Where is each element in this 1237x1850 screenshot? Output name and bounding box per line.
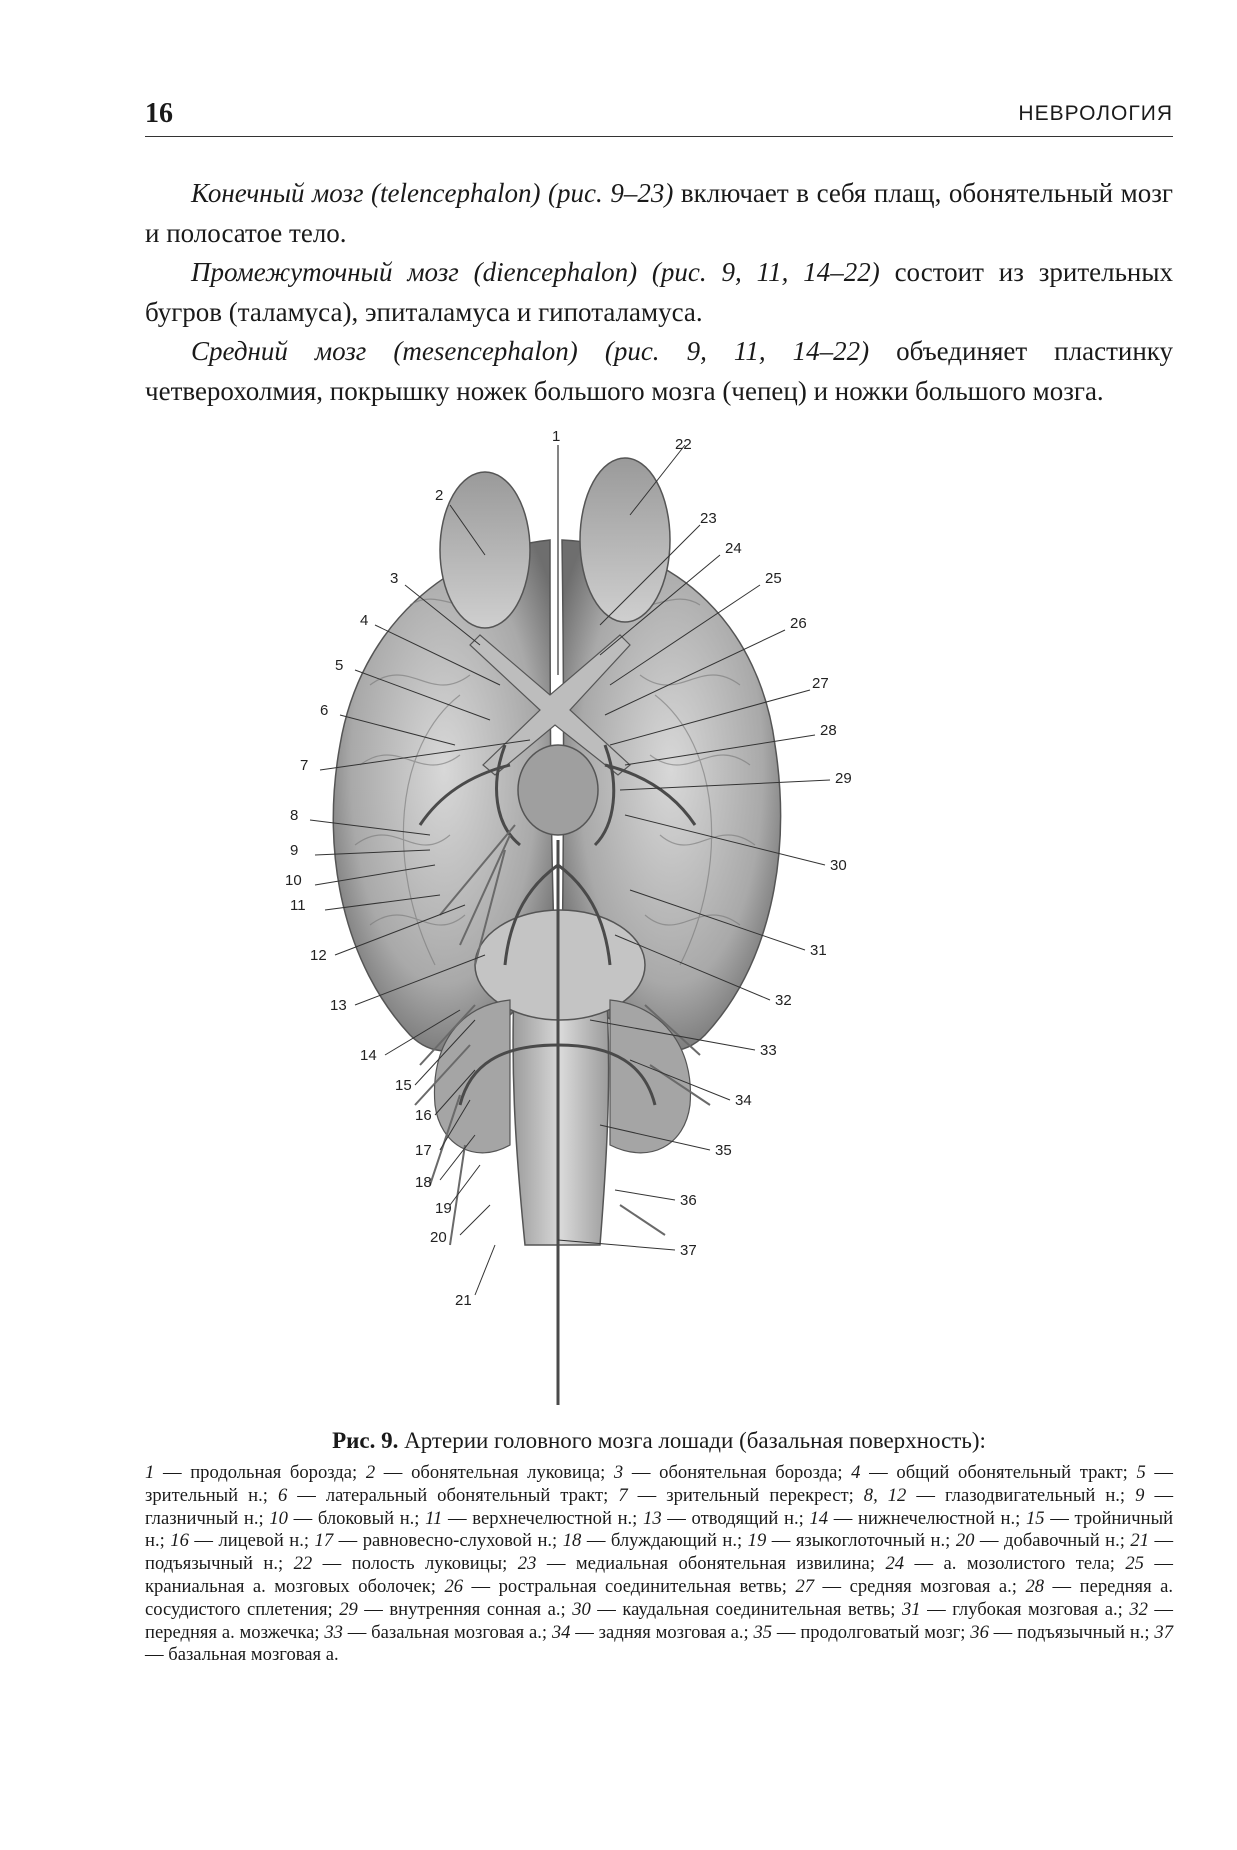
legend-text: краниальная а. мозговых оболочек;: [145, 1575, 436, 1597]
legend-text: равновесно-слуховой н.;: [362, 1530, 558, 1552]
legend-number: 5: [1136, 1462, 1146, 1483]
legend-item: 9 — глазничный н.;: [145, 1484, 1174, 1529]
text-diencephalon: состоит из зрительных бугров (таламуса), эпиталамуса и гипоталамуса.: [145, 257, 1173, 327]
legend-number: 9: [1135, 1484, 1145, 1506]
callout-32: 32: [775, 992, 792, 1009]
callout-37: 37: [680, 1242, 697, 1259]
legend-number: 4: [851, 1462, 861, 1483]
legend-number: 29: [339, 1598, 358, 1620]
ref-telencephalon: (рис. 9–23): [548, 178, 674, 208]
legend-number: 19: [747, 1530, 767, 1552]
legend-item: 21 — подъязычный н.;: [145, 1530, 1174, 1575]
legend-item: 23 — медиальная обонятельная извилина;: [517, 1553, 875, 1575]
legend-text: блуждающий н.;: [610, 1530, 743, 1552]
callout-26: 26: [790, 615, 807, 632]
callout-9: 9: [290, 842, 299, 859]
legend-number: 20: [955, 1530, 975, 1552]
callout-5: 5: [335, 657, 344, 674]
legend-item: 22 — полость луковицы;: [293, 1553, 508, 1575]
callout-27: 27: [812, 675, 829, 692]
legend-text: передняя а. сосудистого сплетения;: [145, 1575, 1174, 1620]
legend-text: средняя мозговая а.;: [849, 1575, 1017, 1597]
legend-item: 24 — а. мозолистого тела;: [885, 1553, 1115, 1575]
hypophysis: [518, 745, 598, 835]
legend-item: 25 — краниальная а. мозговых оболочек;: [145, 1553, 1173, 1597]
callout-28: 28: [820, 722, 837, 739]
legend-number: 1: [145, 1462, 155, 1483]
callout-16: 16: [415, 1107, 432, 1124]
legend-number: 3: [613, 1462, 624, 1483]
legend-item: 5 — зрительный н.;: [145, 1462, 1173, 1506]
legend-item: 36 — подъязычный н.;: [970, 1621, 1150, 1643]
callout-1: 1: [552, 428, 561, 445]
legend-number: 23: [517, 1553, 537, 1575]
legend-item: 32 — передняя а. мозжечка;: [145, 1598, 1174, 1643]
legend-number: 33: [324, 1621, 343, 1643]
legend-number: 15: [1025, 1507, 1045, 1529]
callout-7: 7: [300, 757, 309, 774]
legend-text: языкоглоточный н.;: [795, 1530, 951, 1552]
legend-text: а. мозолистого тела;: [943, 1553, 1115, 1575]
legend-number: 16: [170, 1530, 189, 1552]
legend-text: медиальная обонятельная извилина;: [575, 1553, 875, 1575]
legend-number: 10: [269, 1507, 288, 1529]
legend-text: подъязычный н.;: [1017, 1621, 1150, 1643]
legend-number: 30: [572, 1598, 591, 1620]
legend-item: 27 — средняя мозговая а.;: [795, 1575, 1017, 1597]
legend-number: 37: [1154, 1621, 1173, 1643]
legend-number: 27: [795, 1575, 815, 1597]
callout-30: 30: [830, 857, 847, 874]
paragraph-diencephalon: [145, 253, 1173, 332]
legend-item: 31 — глубокая мозговая а.;: [901, 1598, 1123, 1620]
legend-text: обонятельная луковица;: [411, 1462, 606, 1483]
callout-22: 22: [675, 436, 692, 453]
legend-item: 19 — языкоглоточный н.;: [747, 1530, 951, 1552]
legend-text: подъязычный н.;: [145, 1553, 284, 1575]
callout-21: 21: [455, 1292, 472, 1309]
legend-item: 37 — базальная мозговая а.: [145, 1621, 1173, 1666]
callout-6: 6: [320, 702, 329, 719]
legend-item: 26 — ростральная соединительная ветвь;: [444, 1575, 787, 1597]
legend-text: верхнечелюстной н.;: [472, 1507, 638, 1529]
legend-item: 20 — добавочный н.;: [955, 1530, 1125, 1552]
legend-item: 6 — латеральный обонятельный тракт;: [277, 1484, 609, 1506]
legend-item: 30 — каудальная соединительная ветвь;: [572, 1598, 896, 1620]
legend-number: 6: [277, 1484, 288, 1506]
callout-15: 15: [395, 1077, 412, 1094]
legend-number: 36: [970, 1621, 989, 1643]
legend-item: 14 — нижнечелюстной н.;: [809, 1507, 1021, 1529]
figure-caption: [145, 1428, 1173, 1454]
legend-number: 18: [562, 1530, 582, 1552]
callout-36: 36: [680, 1192, 697, 1209]
legend-item: 3 — обонятельная борозда;: [613, 1462, 843, 1483]
legend-text: задняя мозговая а.;: [598, 1621, 749, 1643]
callout-13: 13: [330, 997, 347, 1014]
legend-number: 24: [885, 1553, 905, 1575]
callout-33: 33: [760, 1042, 777, 1059]
legend-number: 28: [1025, 1575, 1045, 1597]
callout-34: 34: [735, 1092, 752, 1109]
legend-text: общий обонятельный тракт;: [896, 1462, 1128, 1483]
body-text: [145, 174, 1173, 411]
callout-25: 25: [765, 570, 782, 587]
legend-item: 34 — задняя мозговая а.;: [551, 1621, 749, 1643]
legend-text: базальная мозговая а.: [168, 1644, 339, 1666]
term-mesencephalon: Средний мозг (mesencephalon): [191, 336, 578, 366]
callout-29: 29: [835, 770, 852, 787]
legend-number: 14: [809, 1507, 829, 1529]
right-olfactory-bulb: [580, 458, 670, 622]
legend-item: 28 — передняя а. сосудистого сплетения;: [145, 1575, 1174, 1620]
legend-item: 7 — зрительный перекрест;: [618, 1484, 854, 1506]
callout-19: 19: [435, 1200, 452, 1217]
callout-10: 10: [285, 872, 302, 889]
text-mesencephalon: объединяет пластинку четверохолмия, покрышку ножек большого мозга (чепец) и ножки большого мозга.: [145, 336, 1173, 406]
legend-number: 2: [365, 1462, 376, 1483]
legend-number: 34: [551, 1621, 571, 1643]
callout-35: 35: [715, 1142, 732, 1159]
callout-23: 23: [700, 510, 717, 527]
legend-number: 8, 12: [863, 1484, 907, 1506]
legend-number: 13: [643, 1507, 662, 1529]
paragraph-telencephalon: [145, 174, 1173, 253]
callout-18: 18: [415, 1174, 432, 1191]
callout-31: 31: [810, 942, 827, 959]
legend-item: 11 — верхнечелюстной н.;: [425, 1507, 638, 1529]
text-telencephalon: включает в себя плащ, обонятельный мозг и полосатое тело.: [145, 178, 1174, 248]
legend-number: 26: [444, 1575, 464, 1597]
caption-label: Рис. 9.: [332, 1428, 399, 1453]
running-head: НЕВРОЛОГИЯ: [1018, 102, 1173, 125]
legend-number: 22: [293, 1553, 313, 1575]
callout-2: 2: [435, 487, 444, 504]
page-number: 16: [145, 98, 173, 129]
callout-8: 8: [290, 807, 299, 824]
legend-item: 35 — продолговатый мозг;: [753, 1621, 966, 1643]
legend-text: продольная борозда;: [190, 1462, 358, 1483]
legend-text: внутренняя сонная а.;: [389, 1598, 566, 1620]
paragraph-mesencephalon: [145, 332, 1173, 411]
legend-text: нижнечелюстной н.;: [858, 1507, 1021, 1529]
legend-number: 7: [618, 1484, 628, 1506]
legend-text: глазодвигательный н.;: [944, 1484, 1126, 1506]
legend-item: 16 — лицевой н.;: [170, 1530, 310, 1552]
legend-text: базальная мозговая а.;: [371, 1621, 548, 1643]
legend-item: 1 — продольная борозда;: [145, 1462, 358, 1483]
ref-mesencephalon: (рис. 9, 11, 14–22): [604, 336, 870, 366]
legend-text: зрительный перекрест;: [666, 1484, 854, 1506]
caption-title: Артерии головного мозга лошади (базальная поверхность):: [404, 1428, 986, 1453]
legend-text: отводящий н.;: [691, 1507, 804, 1529]
legend-text: ростральная соединительная ветвь;: [498, 1575, 787, 1597]
brain-illustration: [285, 428, 1020, 1405]
legend-number: 17: [314, 1530, 334, 1552]
legend-item: 18 — блуждающий н.;: [562, 1530, 743, 1552]
callout-11: 11: [290, 897, 306, 914]
legend-text: каудальная соединительная ветвь;: [622, 1598, 896, 1620]
legend-text: тройничный н.;: [145, 1507, 1174, 1552]
legend-item: 2 — обонятельная луковица;: [365, 1462, 606, 1483]
callout-17: 17: [415, 1142, 432, 1159]
legend-item: 33 — базальная мозговая а.;: [324, 1621, 548, 1643]
legend-item: 17 — равновесно-слуховой н.;: [314, 1530, 558, 1552]
legend-text: зрительный н.;: [145, 1484, 268, 1506]
callout-12: 12: [310, 947, 327, 964]
ref-diencephalon: (рис. 9, 11, 14–22): [651, 257, 880, 287]
legend-text: лицевой н.;: [218, 1530, 310, 1552]
left-olfactory-bulb: [440, 472, 530, 628]
brain-figure: [285, 428, 1020, 1405]
legend-text: блоковый н.;: [317, 1507, 420, 1529]
legend-text: добавочный н.;: [1003, 1530, 1125, 1552]
legend-text: глазничный н.;: [145, 1507, 264, 1529]
legend-text: полость луковицы;: [351, 1553, 508, 1575]
term-diencephalon: Промежуточный мозг (diencephalon): [191, 257, 638, 287]
legend-number: 32: [1129, 1598, 1148, 1620]
legend-number: 11: [425, 1507, 443, 1529]
legend-text: передняя а. мозжечка;: [145, 1621, 320, 1643]
legend-item: 4 — общий обонятельный тракт;: [851, 1462, 1128, 1483]
legend-text: латеральный обонятельный тракт;: [325, 1484, 609, 1506]
legend-number: 35: [753, 1621, 773, 1643]
legend-number: 31: [901, 1598, 921, 1620]
figure-legend: [145, 1462, 1173, 1667]
legend-item: 8, 12 — глазодвигательный н.;: [863, 1484, 1126, 1506]
legend-number: 25: [1125, 1553, 1144, 1575]
legend-text: обонятельная борозда;: [659, 1462, 843, 1483]
legend-text: продолговатый мозг;: [800, 1621, 966, 1643]
callout-14: 14: [360, 1047, 377, 1064]
callout-4: 4: [360, 612, 369, 629]
legend-item: 15 — тройничный н.;: [145, 1507, 1174, 1552]
callout-24: 24: [725, 540, 742, 557]
callout-3: 3: [390, 570, 399, 587]
legend-text: глубокая мозговая а.;: [952, 1598, 1123, 1620]
legend-item: 29 — внутренняя сонная а.;: [339, 1598, 566, 1620]
legend-item: 13 — отводящий н.;: [643, 1507, 804, 1529]
legend-item: 10 — блоковый н.;: [269, 1507, 420, 1529]
callout-20: 20: [430, 1229, 447, 1246]
legend-number: 21: [1130, 1530, 1150, 1552]
term-telencephalon: Конечный мозг (telencephalon): [191, 178, 541, 208]
page-header: [145, 96, 1173, 137]
